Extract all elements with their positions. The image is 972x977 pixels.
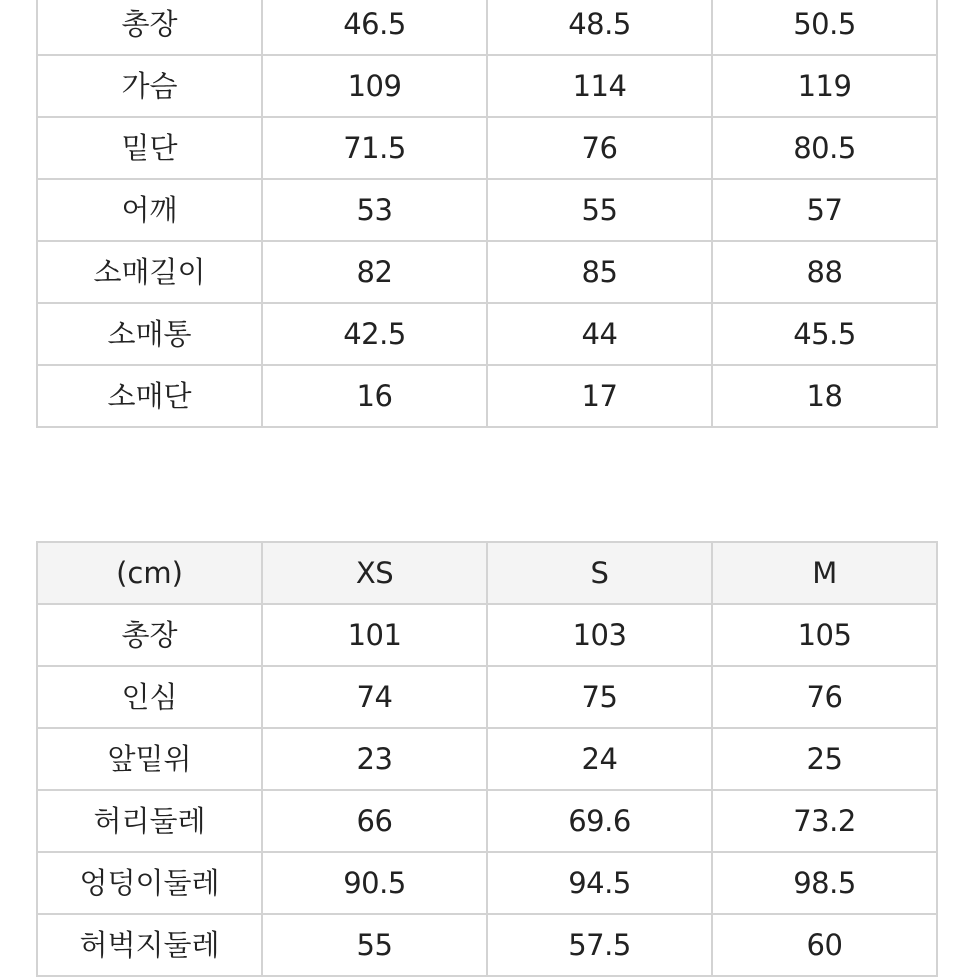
size-value: 73.2: [712, 790, 937, 852]
size-value: 16: [262, 365, 487, 427]
size-value: 71.5: [262, 117, 487, 179]
size-value: 46.5: [262, 0, 487, 55]
size-value: 94.5: [487, 852, 712, 914]
row-label: 인심: [37, 666, 262, 728]
row-label: 밑단: [37, 117, 262, 179]
row-label: 소매길이: [37, 241, 262, 303]
size-value: 76: [712, 666, 937, 728]
table-row: [37, 0, 937, 55]
size-value: 101: [262, 604, 487, 666]
size-value: 114: [487, 55, 712, 117]
row-label: 총장: [37, 0, 262, 55]
table-row: [37, 790, 937, 852]
size-header: XS: [262, 542, 487, 604]
table-row: [37, 666, 937, 728]
size-value: 23: [262, 728, 487, 790]
table-row: [37, 179, 937, 241]
size-value: 80.5: [712, 117, 937, 179]
size-value: 88: [712, 241, 937, 303]
size-value: 98.5: [712, 852, 937, 914]
size-value: 55: [262, 914, 487, 976]
table-row: [37, 728, 937, 790]
size-value: 42.5: [262, 303, 487, 365]
unit-header: (cm): [37, 542, 262, 604]
table-row: [37, 604, 937, 666]
size-value: 69.6: [487, 790, 712, 852]
table-row: [37, 914, 937, 976]
size-value: 55: [487, 179, 712, 241]
row-label: 허리둘레: [37, 790, 262, 852]
size-value: 85: [487, 241, 712, 303]
size-value: 103: [487, 604, 712, 666]
row-label: 소매통: [37, 303, 262, 365]
size-value: 66: [262, 790, 487, 852]
table-row: [37, 365, 937, 427]
table-row: [37, 303, 937, 365]
top-size-table: [36, 0, 938, 428]
row-label: 허벅지둘레: [37, 914, 262, 976]
size-value: 53: [262, 179, 487, 241]
table-row: [37, 241, 937, 303]
size-value: 75: [487, 666, 712, 728]
row-label: 총장: [37, 604, 262, 666]
row-label: 소매단: [37, 365, 262, 427]
row-label: 어깨: [37, 179, 262, 241]
row-label: 앞밑위: [37, 728, 262, 790]
size-value: 74: [262, 666, 487, 728]
table-row: [37, 117, 937, 179]
size-value: 90.5: [262, 852, 487, 914]
size-value: 82: [262, 241, 487, 303]
size-value: 76: [487, 117, 712, 179]
size-value: 50.5: [712, 0, 937, 55]
size-value: 57: [712, 179, 937, 241]
size-value: 24: [487, 728, 712, 790]
size-value: 44: [487, 303, 712, 365]
size-value: 119: [712, 55, 937, 117]
size-value: 57.5: [487, 914, 712, 976]
table-row: [37, 55, 937, 117]
row-label: 엉덩이둘레: [37, 852, 262, 914]
row-label: 가슴: [37, 55, 262, 117]
table-header-row: [37, 542, 937, 604]
size-header: S: [487, 542, 712, 604]
size-value: 18: [712, 365, 937, 427]
bottom-size-table: [36, 541, 938, 977]
table-row: [37, 852, 937, 914]
size-value: 60: [712, 914, 937, 976]
size-value: 48.5: [487, 0, 712, 55]
size-value: 45.5: [712, 303, 937, 365]
size-value: 25: [712, 728, 937, 790]
size-value: 105: [712, 604, 937, 666]
size-value: 17: [487, 365, 712, 427]
size-value: 109: [262, 55, 487, 117]
size-header: M: [712, 542, 937, 604]
